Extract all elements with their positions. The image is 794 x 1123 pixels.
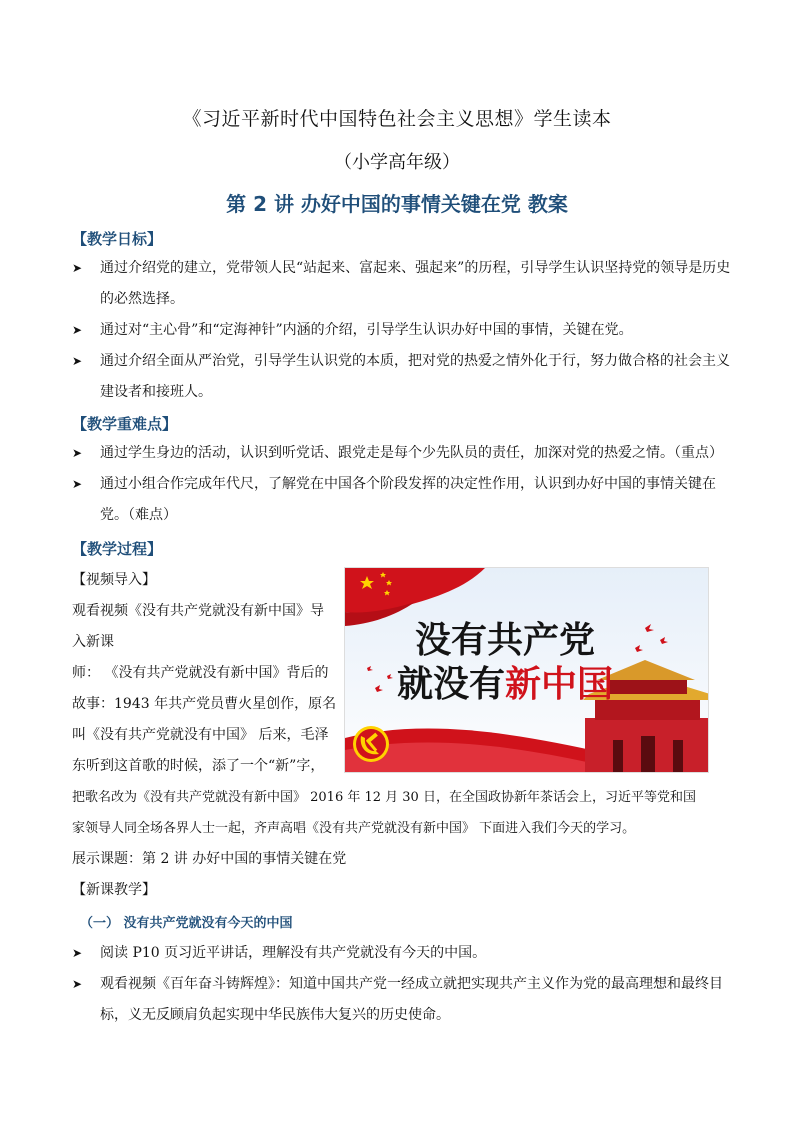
- objective-item-3: ➤ 通过介绍全面从严治党，引导学生认识党的本质，把对党的热爱之情外化于行，努力做合格的社会主义建设者和接班人。: [72, 346, 732, 408]
- banner-line-1: 没有共产党: [414, 620, 596, 661]
- intro-line-3: 师： 《没有共产党就没有新中国》背后的: [72, 665, 329, 681]
- intro-line-8: 家领导人同全场各界人士一起，齐声高唱《没有共产党就没有新中国》 下面进入我们今天的学习。: [72, 821, 636, 836]
- lesson-title: 第 2 讲 办好中国的事情关键在党 教案: [226, 192, 568, 216]
- objective-item-1: ➤ 通过介绍党的建立，党带领人民“站起来、富起来、强起来”的历程，引导学生认识坚持党的领导是历史的必然选择。: [72, 253, 732, 315]
- banner-line-2: [397, 664, 613, 705]
- subsection-heading: （一） 没有共产党就没有今天的中国: [80, 916, 293, 931]
- arrow-bullet-icon: ➤: [72, 977, 83, 991]
- grade-label: （小学高年级）: [334, 152, 460, 173]
- objectives-heading: 【教学日标】: [72, 230, 163, 248]
- intro-line-1: 观看视频《没有共产党就没有新中国》导: [72, 603, 324, 619]
- document-title: 《习近平新时代中国特色社会主义思想》学生读本: [182, 108, 612, 130]
- key-point-item-2: ➤ 通过小组合作完成年代尺，了解党在中国各个阶段发挥的决定性作用，认识到办好中国的事情关键在党。（难点）: [72, 469, 732, 531]
- arrow-bullet-icon: ➤: [72, 354, 83, 368]
- banner-line-2-red: 新中国: [505, 664, 614, 705]
- intro-line-5: 叫《没有共产党就没有中国》 后来，毛泽: [72, 727, 329, 743]
- banner-graphic: [345, 568, 709, 773]
- intro-line-4: 故事：1943 年共产党员曹火星创作，原名: [72, 696, 337, 712]
- arrow-bullet-icon: ➤: [72, 477, 83, 491]
- new-lesson-heading: 【新课教学】: [72, 882, 156, 898]
- arrow-bullet-icon: ➤: [72, 261, 83, 275]
- hammer-sickle-icon: [353, 726, 389, 762]
- topic-line: 展示课题：第 2 讲 办好中国的事情关键在党: [72, 851, 347, 867]
- banner-line-2-black: 就没有: [396, 664, 505, 705]
- intro-line-7: 把歌名改为《没有共产党就没有新中国》 2016 年 12 月 30 日，在全国政协新年茶话会上，习近平等党和国: [72, 790, 696, 805]
- video-intro-heading: 【视频导入】: [72, 572, 156, 588]
- objective-item-2: ➤ 通过对“主心骨”和“定海神针”内涵的介绍，引导学生认识办好中国的事情，关键在党。: [72, 315, 732, 346]
- key-points-heading: 【教学重难点】: [72, 415, 178, 433]
- banner-image: [344, 567, 709, 773]
- lesson-item-2: ➤ 观看视频《百年奋斗铸辉煌》：知道中国共产党一经成立就把实现共产主义作为党的最高理想和最终目标，义无反顾肩负起实现中华民族伟大复兴的历史使命。: [72, 969, 732, 1031]
- key-point-item-1: ➤ 通过学生身边的活动，认识到听党话、跟党走是每个少先队员的责任，加深对党的热爱之情。（重点）: [72, 438, 732, 469]
- arrow-bullet-icon: ➤: [72, 946, 83, 960]
- process-heading: 【教学过程】: [72, 540, 163, 558]
- intro-line-2: 入新课: [72, 634, 114, 650]
- arrow-bullet-icon: ➤: [72, 323, 83, 337]
- lesson-item-1: ➤ 阅读 P10 页习近平讲话，理解没有共产党就没有今天的中国。: [72, 938, 732, 969]
- arrow-bullet-icon: ➤: [72, 446, 83, 460]
- intro-line-6: 东听到这首歌的时候，添了一个“新”字，: [72, 758, 325, 774]
